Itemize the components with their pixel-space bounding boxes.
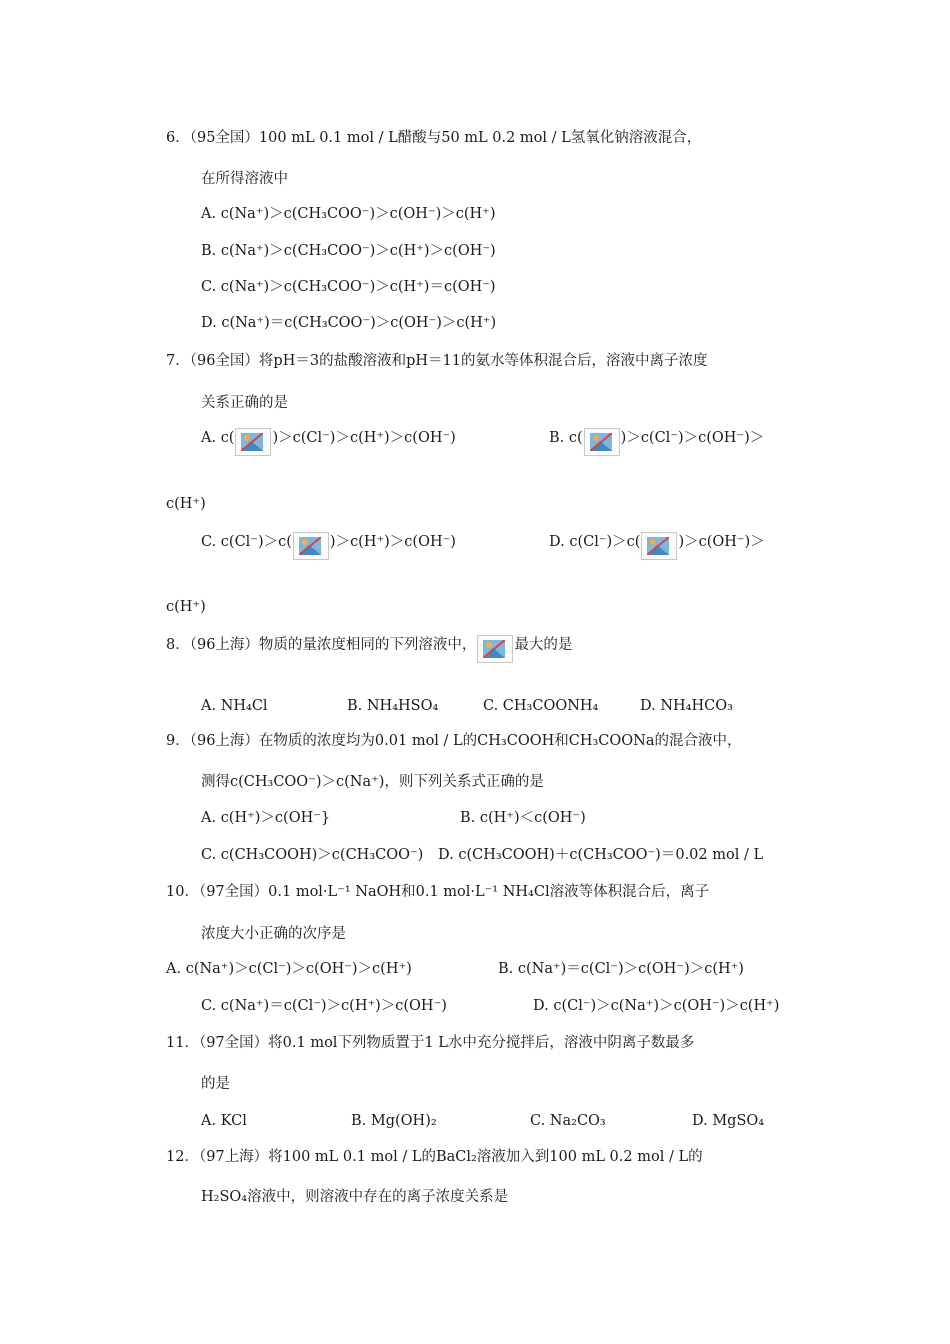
q6-option-b: B. c(Na⁺)＞c(CH₃COO⁻)＞c(H⁺)＞c(OH⁻) [201, 243, 496, 259]
q7-stem: 7．（96全国）将pH＝3的盐酸溶液和pH＝11的氨水等体积混合后，溶液中离子浓度 [166, 353, 708, 369]
q10-option-c: C. c(Na⁺)＝c(Cl⁻)＞c(H⁺)＞c(OH⁻) [201, 998, 447, 1014]
q10-option-d: D. c(Cl⁻)＞c(Na⁺)＞c(OH⁻)＞c(H⁺) [533, 998, 780, 1014]
q9-option-d: D. c(CH₃COOH)＋c(CH₃COO⁻)＝0.02 mol / L [438, 847, 764, 863]
formula-image-icon [641, 532, 677, 560]
q8-stem: 8．（96上海）物质的量浓度相同的下列溶液中， 最大的是 [166, 635, 572, 663]
q12-stem-cont: H₂SO₄溶液中，则溶液中存在的离子浓度关系是 [201, 1189, 509, 1205]
q7-option-b-cont: c(H⁺) [166, 496, 206, 512]
q7-option-b: B. c( )＞c(Cl⁻)＞c(OH⁻)＞ [549, 428, 764, 456]
q6-option-a: A. c(Na⁺)＞c(CH₃COO⁻)＞c(OH⁻)＞c(H⁺) [201, 206, 496, 222]
q11-option-b: B. Mg(OH)₂ [351, 1113, 437, 1129]
q9-stem: 9．（96上海）在物质的浓度均为0.01 mol / L的CH₃COOH和CH₃COONa的混合液中， [166, 733, 742, 749]
q8-option-c: C. CH₃COONH₄ [483, 698, 599, 714]
q7-option-d: D. c(Cl⁻)＞c( )＞c(OH⁻)＞ [549, 532, 765, 560]
q10-stem-cont: 浓度大小正确的次序是 [201, 926, 346, 942]
q11-stem: 11．（97全国）将0.1 mol下列物质置于1 L水中充分搅拌后，溶液中阴离子数最多 [166, 1035, 695, 1051]
q9-option-a: A. c(H⁺)＞c(OH⁻} [201, 810, 331, 826]
q7-stem-cont: 关系正确的是 [201, 395, 288, 411]
formula-image-icon [293, 532, 329, 560]
q6-option-c: C. c(Na⁺)＞c(CH₃COO⁻)＞c(H⁺)＝c(OH⁻) [201, 279, 496, 295]
q9-option-b: B. c(H⁺)＜c(OH⁻) [460, 810, 586, 826]
q6-option-d: D. c(Na⁺)＝c(CH₃COO⁻)＞c(OH⁻)＞c(H⁺) [201, 315, 497, 331]
q7-option-c: C. c(Cl⁻)＞c( )＞c(H⁺)＞c(OH⁻) [201, 532, 456, 560]
formula-image-icon [235, 428, 271, 456]
q6-stem: 6．（95全国）100 mL 0.1 mol / L醋酸与50 mL 0.2 mol / L氢氧化钠溶液混合， [166, 130, 702, 146]
q10-stem: 10．（97全国）0.1 mol·L⁻¹ NaOH和0.1 mol·L⁻¹ NH₄Cl溶液等体积混合后，离子 [166, 884, 710, 900]
q11-option-a: A. KCl [201, 1113, 247, 1129]
q10-option-a: A. c(Na⁺)＞c(Cl⁻)＞c(OH⁻)＞c(H⁺) [166, 961, 412, 977]
q9-option-c: C. c(CH₃COOH)＞c(CH₃COO⁻) [201, 847, 424, 863]
q7-option-a: A. c( )＞c(Cl⁻)＞c(H⁺)＞c(OH⁻) [201, 428, 456, 456]
q11-option-c: C. Na₂CO₃ [530, 1113, 606, 1129]
q6-stem-cont: 在所得溶液中 [201, 171, 288, 187]
q8-option-a: A. NH₄Cl [201, 698, 268, 714]
formula-image-icon [477, 635, 513, 663]
q11-stem-cont: 的是 [201, 1076, 230, 1092]
formula-image-icon [584, 428, 620, 456]
q11-option-d: D. MgSO₄ [692, 1113, 765, 1129]
q10-option-b: B. c(Na⁺)＝c(Cl⁻)＞c(OH⁻)＞c(H⁺) [498, 961, 744, 977]
q12-stem: 12．（97上海）将100 mL 0.1 mol / L的BaCl₂溶液加入到100 mL 0.2 mol / L的 [166, 1149, 703, 1165]
q8-option-b: B. NH₄HSO₄ [347, 698, 439, 714]
q7-option-d-cont: c(H⁺) [166, 599, 206, 615]
q8-option-d: D. NH₄HCO₃ [640, 698, 733, 714]
q9-stem-cont: 测得c(CH₃COO⁻)＞c(Na⁺)，则下列关系式正确的是 [201, 774, 544, 790]
